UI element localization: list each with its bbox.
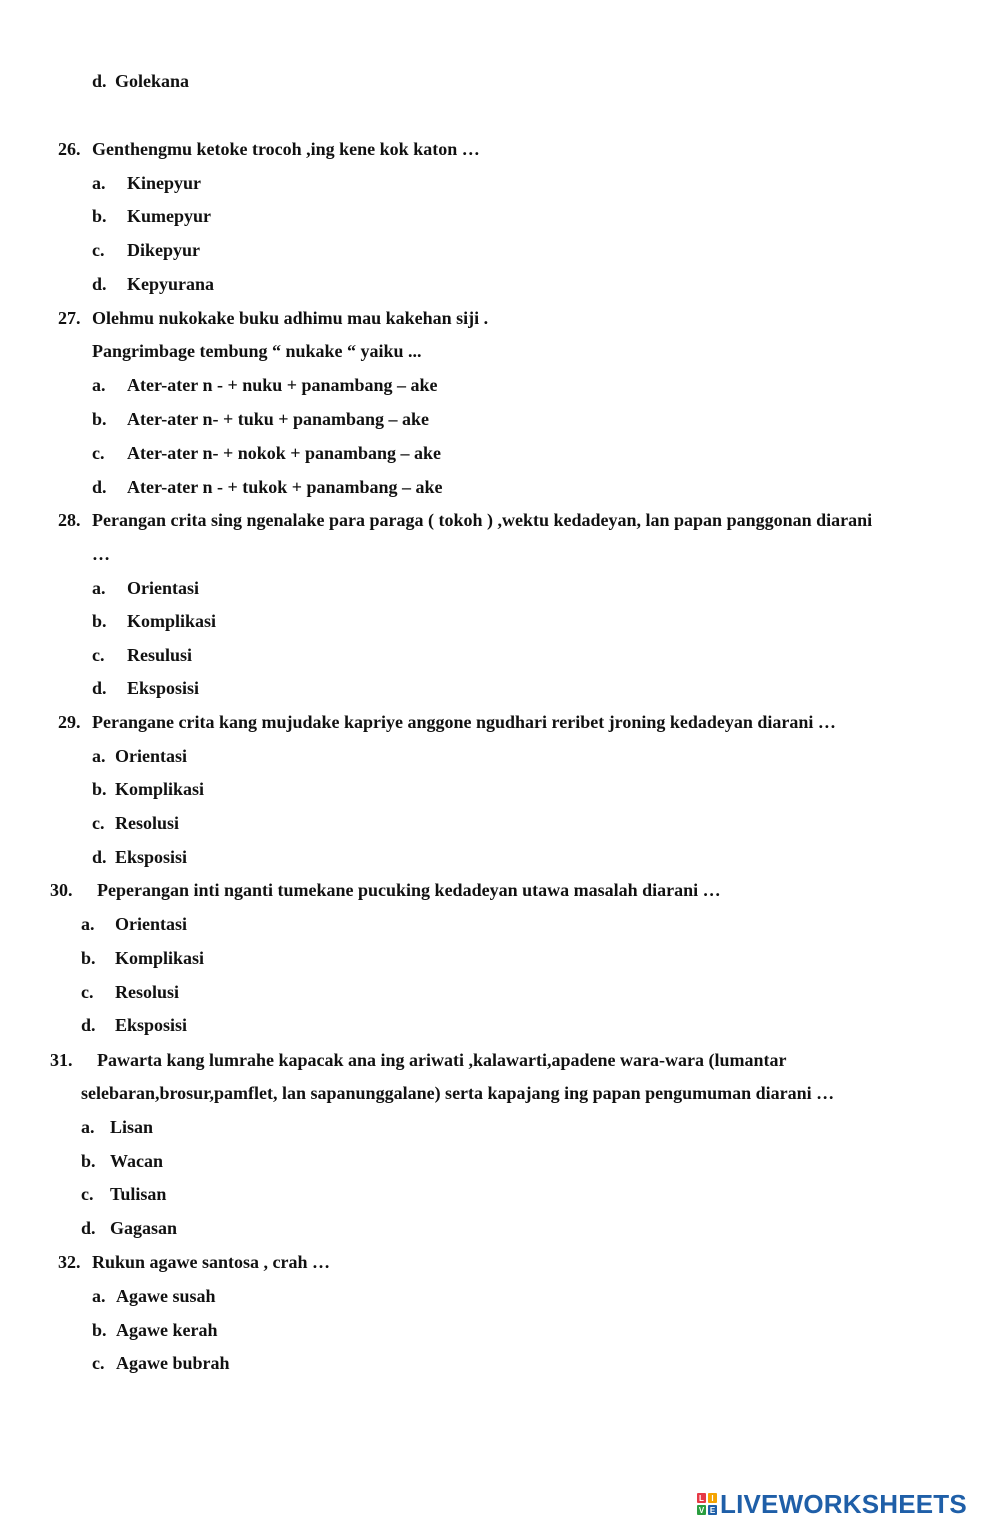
logo-letter-v: V bbox=[698, 1505, 705, 1515]
question-number: 28. bbox=[58, 510, 81, 530]
question-text: Rukun agawe santosa , crah … bbox=[92, 1252, 331, 1272]
logo-letter-l: L bbox=[697, 1493, 706, 1503]
option-text: Lisan bbox=[110, 1117, 154, 1137]
option-label: c. bbox=[92, 645, 105, 665]
option-label: c. bbox=[92, 1353, 105, 1373]
option-label: a. bbox=[92, 375, 106, 395]
question-number: 27. bbox=[58, 308, 81, 328]
option-label: c. bbox=[92, 443, 105, 463]
option-label: b. bbox=[92, 779, 107, 799]
option-label: c. bbox=[81, 1184, 94, 1204]
option-text: Gagasan bbox=[110, 1218, 178, 1238]
question-text: Perangan crita sing ngenalake para paraga ( tokoh ) ,wektu kedadeyan, lan papan panggonan diarani bbox=[92, 510, 873, 530]
option-text: Kumepyur bbox=[127, 206, 212, 226]
option-text: Eksposisi bbox=[127, 678, 200, 698]
question-text: Olehmu nukokake buku adhimu mau kakehan siji . bbox=[92, 308, 489, 328]
option-text: Komplikasi bbox=[115, 948, 205, 968]
option-label: d. bbox=[92, 477, 107, 497]
question-number: 32. bbox=[58, 1252, 81, 1272]
question-text: selebaran,brosur,pamflet, lan sapanunggalane) serta kapajang ing papan pengumuman diarani … bbox=[81, 1083, 835, 1103]
option-label: a. bbox=[92, 1286, 106, 1306]
option-text: Ater-ater n- + nokok + panambang – ake bbox=[127, 443, 442, 463]
option-label: c. bbox=[81, 982, 94, 1002]
question-number: 26. bbox=[58, 139, 81, 159]
question-text: Peperangan inti nganti tumekane pucuking kedadeyan utawa masalah diarani … bbox=[97, 880, 721, 900]
option-label: b. bbox=[92, 1320, 107, 1340]
logo-letter-e: E bbox=[709, 1505, 716, 1515]
option-label: b. bbox=[92, 409, 107, 429]
option-text: Komplikasi bbox=[127, 611, 217, 631]
option-label: a. bbox=[81, 914, 95, 934]
option-text: Orientasi bbox=[115, 746, 187, 766]
question-text: … bbox=[92, 544, 110, 564]
option-label: d. bbox=[92, 847, 107, 867]
option-text: Ater-ater n - + nuku + panambang – ake bbox=[127, 375, 438, 395]
option-text: Tulisan bbox=[110, 1184, 167, 1204]
liveworksheets-logo[interactable] bbox=[697, 1487, 967, 1521]
liveworksheets-logo-icon bbox=[697, 1493, 717, 1515]
question-text: Genthengmu ketoke trocoh ,ing kene kok katon … bbox=[92, 139, 480, 159]
option-text: Resolusi bbox=[115, 982, 180, 1002]
option-text: Resulusi bbox=[127, 645, 193, 665]
option-text: Golekana bbox=[115, 71, 190, 91]
option-label: d. bbox=[81, 1218, 96, 1238]
option-label: a. bbox=[81, 1117, 95, 1137]
question-number: 30. bbox=[50, 880, 73, 900]
option-text: Agawe bubrah bbox=[116, 1353, 230, 1373]
option-label: b. bbox=[81, 1151, 96, 1171]
option-label: a. bbox=[92, 578, 106, 598]
option-text: Agawe susah bbox=[116, 1286, 216, 1306]
option-text: Eksposisi bbox=[115, 1015, 188, 1035]
option-label: b. bbox=[92, 611, 107, 631]
option-text: Ater-ater n - + tukok + panambang – ake bbox=[127, 477, 443, 497]
option-label: c. bbox=[92, 240, 105, 260]
logo-letter-i: I bbox=[708, 1493, 717, 1503]
option-label: b. bbox=[92, 206, 107, 226]
question-text: Pawarta kang lumrahe kapacak ana ing ariwati ,kalawarti,apadene wara-wara (lumantar bbox=[97, 1050, 787, 1070]
option-label: c. bbox=[92, 813, 105, 833]
option-label: a. bbox=[92, 173, 106, 193]
question-number: 31. bbox=[50, 1050, 73, 1070]
brand-name: LIVEWORKSHEETS bbox=[720, 1488, 967, 1519]
option-label: a. bbox=[92, 746, 106, 766]
option-text: Komplikasi bbox=[115, 779, 205, 799]
option-label: d. bbox=[92, 71, 107, 91]
option-label: d. bbox=[92, 274, 107, 294]
option-text: Eksposisi bbox=[115, 847, 188, 867]
option-label: d. bbox=[92, 678, 107, 698]
option-label: b. bbox=[81, 948, 96, 968]
option-text: Kepyurana bbox=[127, 274, 215, 294]
question-number: 29. bbox=[58, 712, 81, 732]
option-text: Wacan bbox=[110, 1151, 164, 1171]
option-text: Dikepyur bbox=[127, 240, 201, 260]
option-text: Kinepyur bbox=[127, 173, 202, 193]
option-text: Orientasi bbox=[127, 578, 199, 598]
option-text: Agawe kerah bbox=[116, 1320, 218, 1340]
option-text: Resolusi bbox=[115, 813, 180, 833]
option-label: d. bbox=[81, 1015, 96, 1035]
option-text: Orientasi bbox=[115, 914, 187, 934]
question-text: Pangrimbage tembung “ nukake “ yaiku ... bbox=[92, 341, 422, 361]
option-text: Ater-ater n- + tuku + panambang – ake bbox=[127, 409, 430, 429]
question-text: Perangane crita kang mujudake kapriye anggone ngudhari reribet jroning kedadeyan diarani … bbox=[92, 712, 836, 732]
